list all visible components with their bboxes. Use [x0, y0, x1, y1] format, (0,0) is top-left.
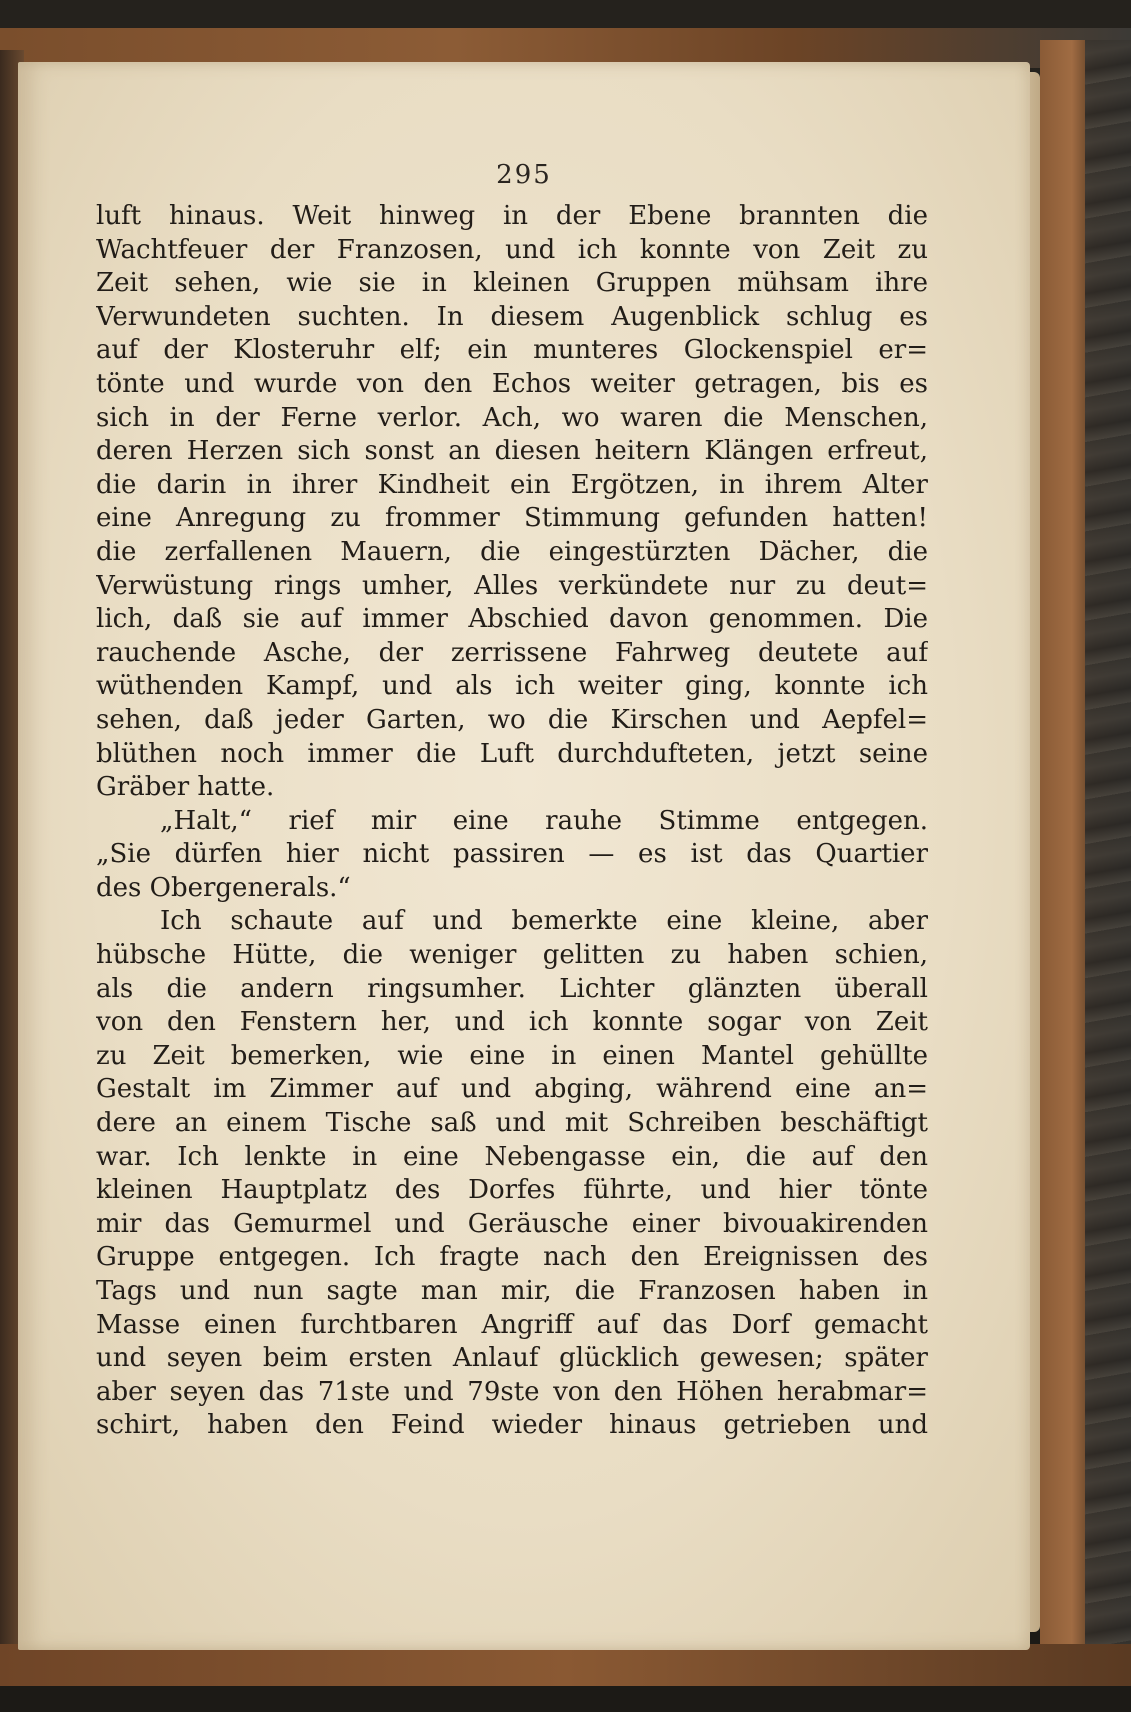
text-line: als die andern ringsumher. Lichter glänzten überall [96, 973, 928, 1004]
marbled-cover-board [1085, 40, 1131, 1680]
text-line: hübsche Hütte, die weniger gelitten zu haben schien, [96, 940, 928, 971]
text-line: Verwundeten suchten. In diesem Augenblick schlug es [96, 301, 928, 332]
text-line: mir das Gemurmel und Geräusche einer bivouakirenden [96, 1208, 928, 1239]
text-line: sich in der Ferne verlor. Ach, wo waren die Menschen, [96, 402, 928, 433]
text-line: des Obergenerals.“ [96, 872, 351, 903]
text-line: auf der Klosteruhr elf; ein munteres Glockenspiel er= [96, 335, 928, 366]
text-line: und seyen beim ersten Anlauf glücklich gewesen; später [96, 1343, 928, 1374]
text-line: blüthen noch immer die Luft durchdufteten, jetzt seine [96, 738, 928, 769]
book-page [18, 62, 1030, 1650]
text-line: sehen, daß jeder Garten, wo die Kirschen und Aepfel= [96, 704, 928, 735]
text-line: Gestalt im Zimmer auf und abging, während eine an= [96, 1074, 928, 1105]
text-line: Verwüstung rings umher, Alles verkündete nur zu deut= [96, 570, 928, 601]
text-line: „Sie dürfen hier nicht passiren — es ist das Quartier [96, 839, 928, 870]
text-line: Zeit sehen, wie sie in kleinen Gruppen mühsam ihre [96, 268, 928, 299]
page-number: 295 [496, 160, 552, 190]
text-line: zu Zeit bemerken, wie eine in einen Mantel gehüllte [96, 1040, 928, 1071]
text-line: wüthenden Kampf, und als ich weiter ging, konnte ich [96, 671, 928, 702]
body-text [96, 200, 928, 1443]
text-line: Masse einen furchtbaren Angriff auf das Dorf gemacht [96, 1309, 928, 1340]
text-line: dere an einem Tische saß und mit Schreiben beschäftigt [96, 1108, 928, 1139]
text-line: lich, daß sie auf immer Abschied davon genommen. Die [96, 604, 928, 635]
text-line: Wachtfeuer der Franzosen, und ich konnte von Zeit zu [96, 234, 928, 265]
text-line: die darin in ihrer Kindheit ein Ergötzen, in ihrem Alter [96, 469, 928, 500]
text-line: war. Ich lenkte in eine Nebengasse ein, die auf den [96, 1141, 928, 1172]
text-line: aber seyen das 71ste und 79ste von den Höhen herabmar= [96, 1376, 928, 1407]
text-line: eine Anregung zu frommer Stimmung gefunden hatten! [96, 503, 928, 534]
text-line: kleinen Hauptplatz des Dorfes führte, und hier tönte [96, 1175, 928, 1206]
book-cover-bottom-edge [0, 1644, 1131, 1686]
text-line: von den Fenstern her, und ich konnte sogar von Zeit [96, 1007, 928, 1038]
text-line: die zerfallenen Mauern, die eingestürzten Dächer, die [96, 536, 928, 567]
text-line: schirt, haben den Feind wieder hinaus getrieben und [96, 1410, 928, 1441]
text-line: Tags und nun sagte man mir, die Franzosen haben in [96, 1276, 928, 1306]
text-line: luft hinaus. Weit hinweg in der Ebene brannten die [96, 201, 928, 231]
text-line: rauchende Asche, der zerrissene Fahrweg deutete auf [96, 637, 928, 668]
text-line: tönte und wurde von den Echos weiter getragen, bis es [96, 368, 928, 399]
text-line: „Halt,“ rief mir eine rauhe Stimme entgegen. [160, 805, 928, 836]
text-line: Ich schaute auf und bemerkte eine kleine, aber [160, 906, 928, 937]
text-line: Gruppe entgegen. Ich fragte nach den Ereignissen des [96, 1242, 928, 1273]
text-line: deren Herzen sich sonst an diesen heitern Klängen erfreut, [96, 436, 928, 467]
text-line: Gräber hatte. [96, 772, 275, 803]
